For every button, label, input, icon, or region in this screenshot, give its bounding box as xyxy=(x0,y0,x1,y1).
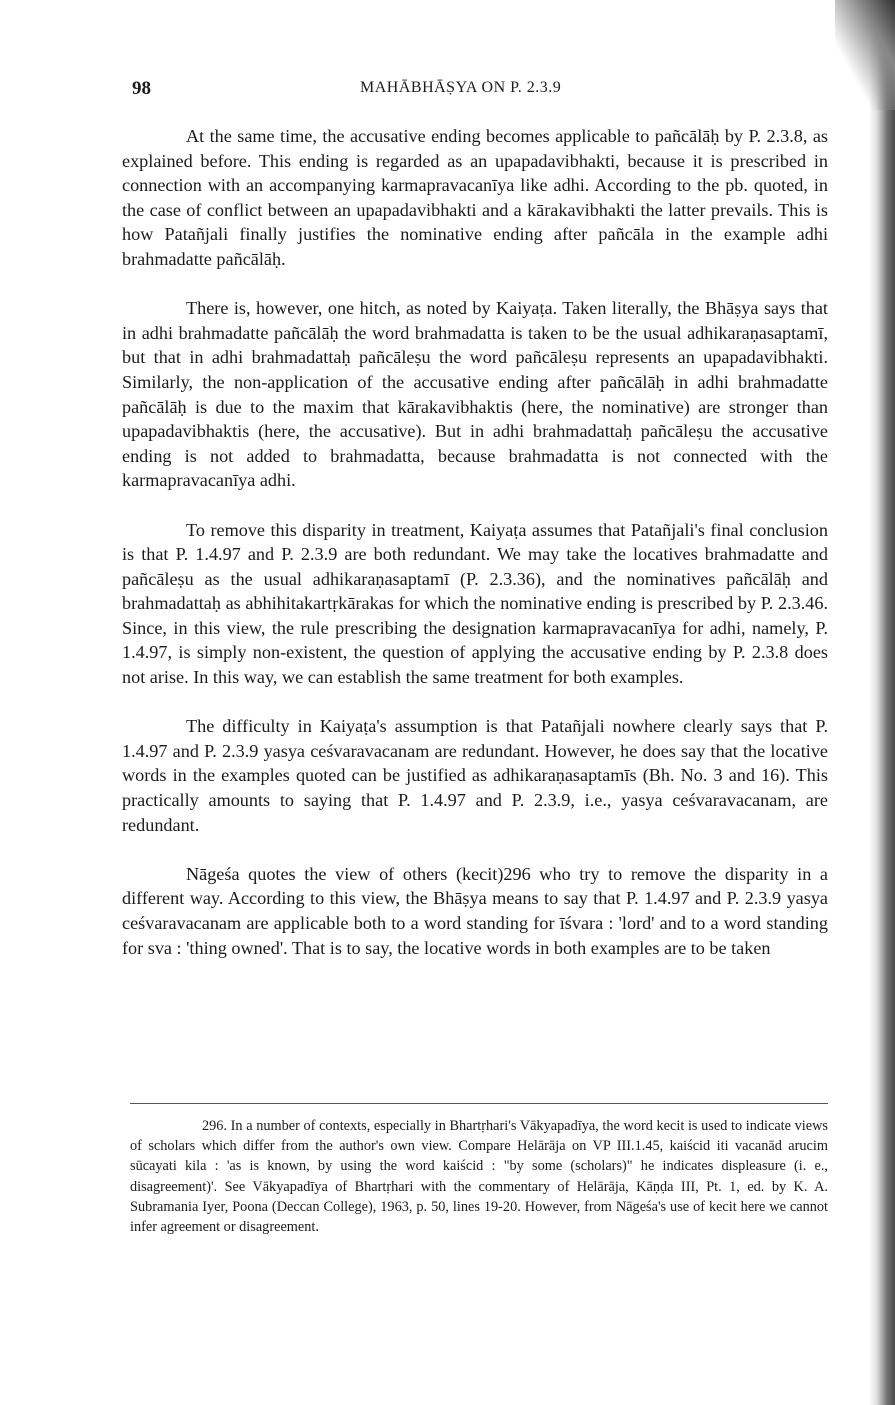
paragraph: There is, however, one hitch, as noted by Kaiyaṭa. Taken literally, the Bhāṣya says that in adhi brahmadatte pañcālāḥ the word brahmadatta is taken to be the usual adhikaraṇasaptamī, but that in adhi brahmadattaḥ pañcāleṣu the word pañcāleṣu represents an upapadavibhakti. Similarly, the non-application of the accusative ending after pañcālāḥ in adhi brahmadatte pañcālāḥ is due to the maxim that kārakavibhaktis (here, the nominative) are stronger than upapadavibhaktis (here, the accusative). But in adhi brahmadattaḥ pañcāleṣu the accusative ending is not added to brahmadatta, because brahmadatta is not connected with the karmapravacanīya adhi. xyxy=(122,298,828,491)
page-header xyxy=(132,78,832,106)
footnote-divider xyxy=(130,1103,828,1104)
footnotes xyxy=(130,1116,828,1237)
page-number: 98 xyxy=(132,78,151,99)
paragraph: To remove this disparity in treatment, Kaiyaṭa assumes that Patañjali's final conclusion is that P. 1.4.97 and P. 2.3.9 are both redundant. We may take the locatives brahmadatte and pañcāleṣu as the usual adhikaraṇasaptamī (P. 2.3.36), and the nominatives pañcālāḥ and brahmadattaḥ as abhihitakartṛkārakas for which the nominative ending is prescribed by P. 2.3.46. Since, in this view, the rule prescribing the designation karmapravacanīya for adhi, namely, P. 1.4.97, is simply non-existent, the question of applying the accusative ending by P. 2.3.8 does not arise. In this way, we can establish the same treatment for both examples. xyxy=(122,519,828,688)
body-text xyxy=(122,124,828,960)
paragraph: The difficulty in Kaiyaṭa's assumption is that Patañjali nowhere clearly says that P. 1.4.97 and P. 2.3.9 yasya ceśvaravacanam are redundant. However, he does say that the locative words in the examples quoted can be justified as adhikaraṇasaptamīs (Bh. No. 3 and 16). This practically amounts to saying that P. 1.4.97 and P. 2.3.9, i.e., yasya ceśvaravacanam, are redundant. xyxy=(122,716,828,835)
running-title: MAHĀBHĀṢYA ON P. 2.3.9 xyxy=(360,79,562,96)
scan-corner-shadow xyxy=(835,0,895,110)
paragraph: Nāgeśa quotes the view of others (kecit)296 who try to remove the disparity in a different way. According to this view, the Bhāṣya means to say that P. 1.4.97 and P. 2.3.9 yasya ceśvaravacanam are applicable both to a word standing for īśvara : 'lord' and to a word standing for sva : 'thing owned'. That is to say, the locative words in both examples are to be taken xyxy=(122,863,828,958)
footnote: 296. In a number of contexts, especially in Bhartṛhari's Vākyapadīya, the word kecit is used to indicate views of scholars which differ from the author's own view. Compare Helārāja on VP III.1.45, kaiścid iti vacanād arucim sūcayati kila : 'as is known, by using the word kaiścid : "by some (scholars)" he indicates displeasure (i. e., disagreement)'. See Vākyapadīya of Bhartṛhari with the commentary of Helārāja, Kāṇḍa III, Pt. 1, ed. by K. A. Subramania Iyer, Poona (Deccan College), 1963, p. 50, lines 19-20. However, from Nāgeśa's use of kecit here we cannot infer agreement or disagreement. xyxy=(130,1118,828,1236)
paragraph: At the same time, the accusative ending becomes applicable to pañcālāḥ by P. 2.3.8, as explained before. This ending is regarded as an upapadavibhakti, because it is prescribed in connection with an accompanying karmapravacanīya like adhi. According to the pb. quoted, in the case of conflict between an upapadavibhakti and a kārakavibhakti the latter prevails. This is how Patañjali finally justifies the nominative ending after pañcāla in the example adhi brahmadatte pañcālāḥ. xyxy=(122,126,828,269)
scan-edge-shadow xyxy=(869,0,895,1405)
